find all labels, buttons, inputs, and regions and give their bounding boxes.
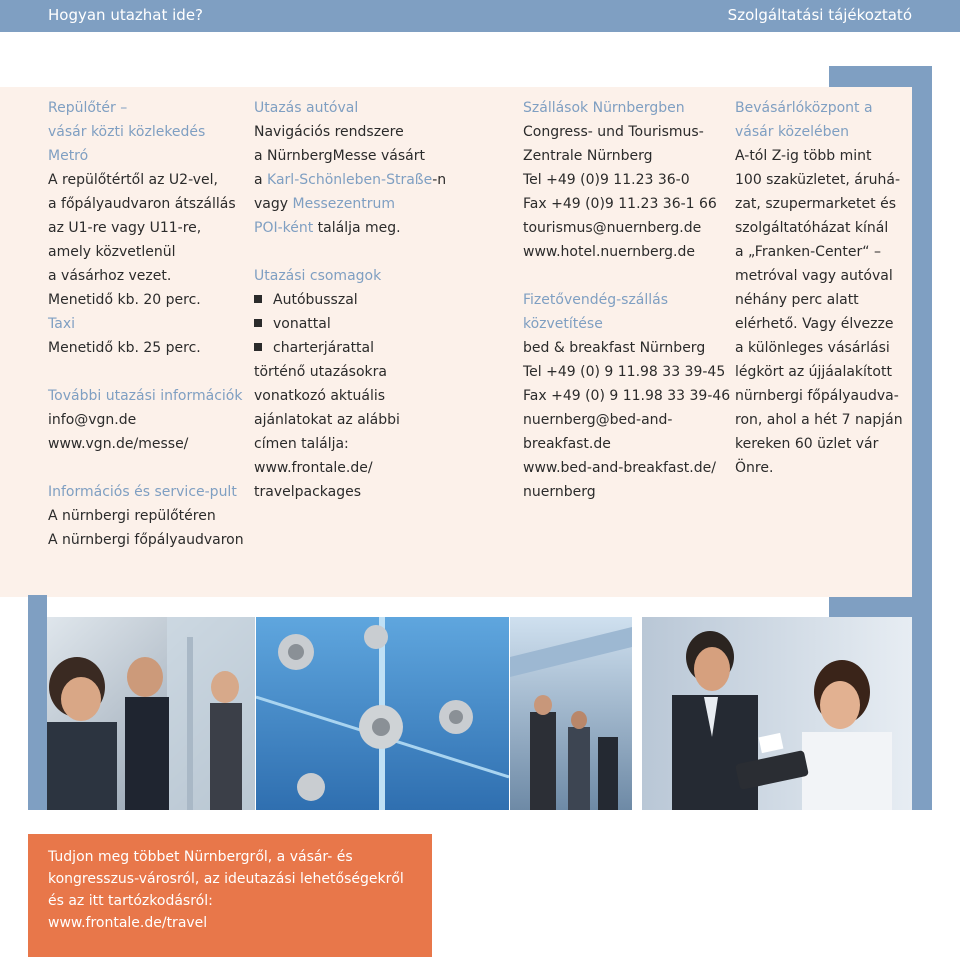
text-line: néhány perc alatt xyxy=(735,292,859,308)
bullet-label: vonattal xyxy=(273,316,331,332)
bullet-item xyxy=(254,288,446,312)
text-line: a „Franken-Center“ – xyxy=(735,244,881,260)
phone-line: Tel +49 (0)9 11.23 36-0 xyxy=(523,172,690,188)
column-airport-transport xyxy=(48,96,244,552)
heading-airport: Repülőtér – xyxy=(48,100,128,116)
text-fragment: a xyxy=(254,172,268,188)
poi-label: POI-ként xyxy=(254,220,314,236)
text-line xyxy=(254,192,446,216)
web-link-cont[interactable]: nuernberg xyxy=(523,484,596,500)
text-line: A nürnbergi főpályaudvaron xyxy=(48,532,244,548)
web-link[interactable]: www.hotel.nuernberg.de xyxy=(523,244,695,260)
email-link[interactable]: info@vgn.de xyxy=(48,412,137,428)
photo-card-reader-image xyxy=(642,617,912,810)
bullet-label: Autóbusszal xyxy=(273,292,358,308)
text-line: A-tól Z-ig több mint xyxy=(735,148,872,164)
email-link[interactable]: tourismus@nuernberg.de xyxy=(523,220,702,236)
text-line: Menetidő kb. 20 perc. xyxy=(48,292,201,308)
text-line: légkört az újjáalakított xyxy=(735,364,892,380)
text-line: a főpályaudvaron átszállás xyxy=(48,196,236,212)
heading-info-desk: Információs és service-pult xyxy=(48,484,237,500)
heading-car: Utazás autóval xyxy=(254,100,359,116)
fax-line: Fax +49 (0) 9 11.98 33 39-46 xyxy=(523,388,731,404)
bullet-item xyxy=(254,312,446,336)
text-line: a vásárhoz vezet. xyxy=(48,268,172,284)
text-line: metróval vagy autóval xyxy=(735,268,893,284)
photo-glass-image xyxy=(256,617,509,810)
heading-taxi: Taxi xyxy=(48,316,75,332)
text-line: kereken 60 üzlet vár xyxy=(735,436,879,452)
heading-airport-2: vásár közti közlekedés xyxy=(48,124,206,140)
text-line: amely közvetlenül xyxy=(48,244,176,260)
photo-service-desk-image xyxy=(47,617,255,810)
text-fragment: vagy xyxy=(254,196,293,212)
column-accommodation xyxy=(523,96,730,504)
web-link[interactable]: www.frontale.de/ xyxy=(254,460,373,476)
text-line: elérhető. Vagy élvezze xyxy=(735,316,894,332)
photo-glass-architecture xyxy=(256,617,509,810)
photo-card-reader xyxy=(642,617,912,810)
email-link[interactable]: nuernberg@bed-and- xyxy=(523,412,673,428)
text-line: Navigációs rendszere xyxy=(254,124,404,140)
bullet-square-icon xyxy=(254,319,262,327)
text-line: a különleges vásárlási xyxy=(735,340,890,356)
bullet-square-icon xyxy=(254,295,262,303)
text-fragment: találja meg. xyxy=(313,220,401,236)
fax-line: Fax +49 (0)9 11.23 36-1 66 xyxy=(523,196,717,212)
text-line: Önre. xyxy=(735,460,774,476)
heading-more-info: További utazási információk xyxy=(48,388,243,404)
spacer xyxy=(523,264,730,288)
text-line: a NürnbergMesse vásárt xyxy=(254,148,425,164)
text-line: az U1-re vagy U11-re, xyxy=(48,220,202,236)
heading-metro: Metró xyxy=(48,148,89,164)
promo-box xyxy=(28,834,432,957)
text-line: ron, ahol a hét 7 napján xyxy=(735,412,903,428)
heading-accommodation: Szállások Nürnbergben xyxy=(523,100,685,116)
header-right-title: Szolgáltatási tájékoztató xyxy=(727,6,912,24)
photo-service-desk xyxy=(47,617,255,810)
header-left-title: Hogyan utazhat ide? xyxy=(48,6,204,24)
text-line: Menetidő kb. 25 perc. xyxy=(48,340,201,356)
heading-shopping-2: vásár közelében xyxy=(735,124,849,140)
spacer xyxy=(254,240,446,264)
promo-text-line: kongresszus-városról, az ideutazási lehetőségekről xyxy=(48,871,404,887)
text-line: ajánlatokat az alábbi xyxy=(254,412,400,428)
promo-text-line: és az itt tartózkodásról: xyxy=(48,893,213,909)
photo-exhibition-hall xyxy=(510,617,632,810)
decorative-blue-bar-left xyxy=(28,595,47,810)
email-link-cont[interactable]: breakfast.de xyxy=(523,436,611,452)
text-line: A repülőtértől az U2-vel, xyxy=(48,172,219,188)
text-line: bed & breakfast Nürnberg xyxy=(523,340,706,356)
promo-link[interactable]: www.frontale.de/travel xyxy=(48,915,208,931)
text-line: címen találja: xyxy=(254,436,349,452)
poi-name: Messezentrum xyxy=(292,196,395,212)
text-line: zat, szupermarketet és xyxy=(735,196,896,212)
text-fragment: -n xyxy=(432,172,447,188)
phone-line: Tel +49 (0) 9 11.98 33 39-45 xyxy=(523,364,726,380)
text-line xyxy=(254,216,446,240)
column-car-travel xyxy=(254,96,446,504)
web-link[interactable]: www.vgn.de/messe/ xyxy=(48,436,189,452)
heading-shopping: Bevásárlóközpont a xyxy=(735,100,873,116)
spacer xyxy=(48,360,244,384)
header-bar xyxy=(0,0,960,32)
spacer xyxy=(48,456,244,480)
text-line: történő utazásokra xyxy=(254,364,387,380)
text-line: vonatkozó aktuális xyxy=(254,388,386,404)
text-line: 100 szaküzletet, áruhá- xyxy=(735,172,900,188)
heading-guesthouse-2: közvetítése xyxy=(523,316,603,332)
text-line xyxy=(254,168,446,192)
text-line: szolgáltatóházat kínál xyxy=(735,220,889,236)
text-line: Zentrale Nürnberg xyxy=(523,148,653,164)
heading-guesthouse: Fizetővendég-szállás xyxy=(523,292,669,308)
bullet-item xyxy=(254,336,446,360)
web-link-cont[interactable]: travelpackages xyxy=(254,484,362,500)
column-shopping xyxy=(735,96,903,480)
bullet-label: charterjárattal xyxy=(273,340,375,356)
promo-text-line: Tudjon meg többet Nürnbergről, a vásár- és xyxy=(48,849,353,865)
text-line: nürnbergi főpályaudva- xyxy=(735,388,899,404)
photo-hall-image xyxy=(510,617,632,810)
text-line: Congress- und Tourismus- xyxy=(523,124,704,140)
heading-packages: Utazási csomagok xyxy=(254,268,382,284)
web-link[interactable]: www.bed-and-breakfast.de/ xyxy=(523,460,716,476)
street-name: Karl-Schönleben-Straße xyxy=(267,172,433,188)
bullet-square-icon xyxy=(254,343,262,351)
text-line: A nürnbergi repülőtéren xyxy=(48,508,216,524)
